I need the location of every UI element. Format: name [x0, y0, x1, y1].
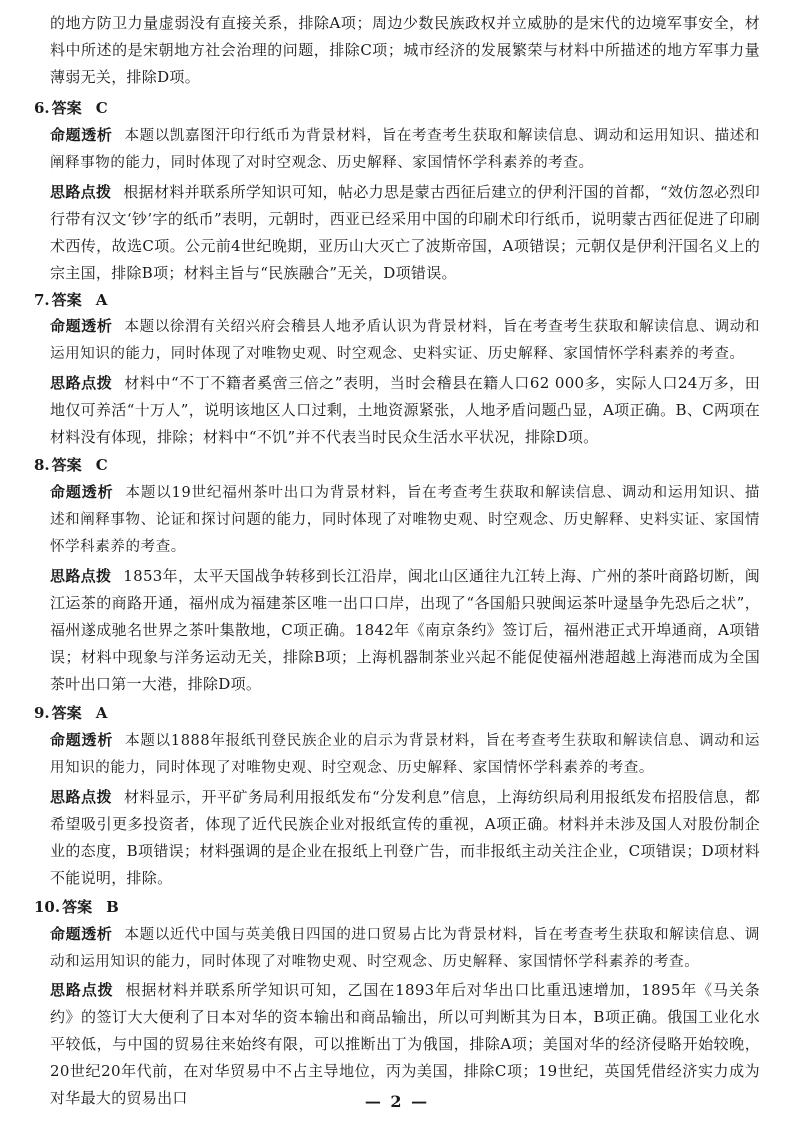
- q6-analysis-label: 命题透析: [50, 126, 113, 144]
- q9-analysis: [50, 727, 760, 782]
- q10-answer-line: [34, 896, 119, 918]
- q8-hint-label: 思路点拨: [50, 567, 112, 585]
- q7-answer-label: 答案: [51, 291, 82, 309]
- q7-analysis-label: 命题透析: [50, 317, 113, 335]
- q6-answer-letter: C: [95, 99, 108, 117]
- q8-hint-text: 1853年，太平天国战争转移到长江沿岸，闽北山区通往九江转上海、广州的茶叶商路切断，闽江运茶的商路开通，福州成为福建茶区唯一出口口岸，出现了“各国船只驶闽运茶叶逯垦争先恐后之状”，福州遂成驰名世界之茶叶集散地，C项正确。1842年《南京条约》签订后，福州港正式开埠通商，A项错误；材料中现象与洋务运动无关，排除B项；上海机器制茶业兴起不能促使福州港超越上海港而成为全国茶叶出口第一大港，排除D项。: [50, 567, 761, 693]
- q10-number: 10.: [34, 898, 61, 916]
- q7-hint-label: 思路点拨: [50, 374, 113, 392]
- q6-hint: [50, 179, 760, 287]
- q7-hint-text: 材料中“不丁不籍者奚啻三倍之”表明，当时会稽县在籍人口62 000多，实际人口24万多，田地仅可养活“十万人”，说明该地区人口过剩，土地资源紧张，人地矛盾问题凸显，A项正确。B、C两项在材料没有体现，排除；材料中“不饥”并不代表当时民众生活水平状况，排除D项。: [50, 374, 760, 446]
- q7-hint: [50, 370, 760, 451]
- q8-number: 8.: [34, 456, 50, 474]
- q6-hint-text: 根据材料并联系所学知识可知，帖必力思是蒙古西征后建立的伊利汗国的首都，“效仿忽必烈印行带有汉文‘钞’字的纸币”表明，元朝时，西亚已经采用中国的印刷术印行纸币，说明蒙古西征促进了印刷术西传，故选C项。公元前4世纪晚期，亚历山大灭亡了波斯帝国，A项错误；元朝仅是伊利汗国名义上的宗主国，排除B项；材料主旨与“民族融合”无关，D项错误。: [50, 183, 760, 282]
- q9-analysis-label: 命题透析: [50, 731, 114, 749]
- q6-hint-label: 思路点拨: [50, 183, 112, 201]
- q8-answer-letter: C: [95, 456, 108, 474]
- q10-analysis: [50, 921, 760, 976]
- q6-answer-line: [34, 97, 108, 119]
- q9-answer-label: 答案: [51, 704, 82, 722]
- q8-analysis-text: 本题以19世纪福州茶叶出口为背景材料，旨在考查考生获取和解读信息、调动和运用知识、描述和阐释事物、论证和探讨问题的能力，同时体现了对唯物史观、时空观念、历史解释、史料实证、家国情怀学科素养的考查。: [50, 485, 760, 555]
- q8-analysis-label: 命题透析: [50, 483, 114, 501]
- q10-analysis-label: 命题透析: [50, 925, 113, 943]
- q7-answer-line: [34, 289, 107, 311]
- q8-answer-line: [34, 454, 108, 476]
- q8-analysis: [50, 479, 760, 561]
- q10-analysis-text: 本题以近代中国与英美俄日四国的进口贸易占比为背景材料，旨在考查考生获取和解读信息、调动和运用知识的能力，同时体现了对唯物史观、时空观念、历史解释、家国情怀学科素养的考查。: [50, 927, 760, 970]
- q10-answer-letter: B: [106, 898, 119, 916]
- q10-hint-label: 思路点拨: [50, 981, 114, 999]
- q6-analysis: [50, 122, 760, 177]
- q8-answer-label: 答案: [51, 456, 82, 474]
- q9-hint-text: 材料显示，开平矿务局利用报纸发布“分发利息”信息，上海纺织局利用报纸发布招股信息，都希望吸引更多投资者，体现了近代民族企业对报纸宣传的重视，A项正确。材料并未涉及国人对股份制企业的态度，B项错误；材料强调的是企业在报纸上刊登广告，而非报纸主动关注企业，C项错误；D项材料不能说明，排除。: [50, 788, 760, 887]
- q9-answer-line: [34, 702, 107, 724]
- q7-answer-letter: A: [95, 291, 108, 309]
- intro-paragraph: 的地方防卫力量虚弱没有直接关系，排除A项；周边少数民族政权并立威胁的是宋代的边境军事安全，材料中所述的是宋朝地方社会治理的问题，排除C项；城市经济的发展繁荣与材料中所描述的地方军事力量薄弱无关，排除D项。: [50, 14, 760, 86]
- q9-hint: [50, 784, 760, 892]
- q8-hint: [50, 563, 760, 698]
- page-number: — 2 —: [364, 1092, 430, 1111]
- q10-answer-label: 答案: [62, 898, 93, 916]
- q6-number: 6.: [34, 99, 50, 117]
- q6-analysis-text: 本题以凯嘉图汗印行纸币为背景材料，旨在考查考生获取和解读信息、调动和运用知识、描述和阐释事物的能力，同时体现了对时空观念、历史解释、家国情怀学科素养的考查。: [50, 128, 760, 171]
- q7-number: 7.: [34, 291, 50, 309]
- q7-analysis-text: 本题以徐渭有关绍兴府会稽县人地矛盾认识为背景材料，旨在考查考生获取和解读信息、调动和运用知识的能力，同时体现了对唯物史观、时空观念、史料实证、历史解释、家国情怀学科素养的考查。: [50, 319, 760, 362]
- q9-hint-label: 思路点拨: [50, 788, 112, 806]
- q7-analysis: [50, 313, 760, 368]
- q6-answer-label: 答案: [51, 99, 82, 117]
- q10-hint-text: 根据材料并联系所学知识可知，乙国在1893年后对华出口比重迅速增加，1895年《马关条约》的签订大大便利了日本对华的资本输出和商品输出，所以可判断其为日本，B项正确。俄国工业化水平较低，与中国的贸易往来始终有限，可以推断出丁为俄国，排除A项；美国对华的经济侵略开始较晚，20世纪20年代前，在对华贸易中不占主导地位，丙为美国，排除C项；19世纪，英国凭借经济实力成为对华最大的贸易出口: [50, 981, 760, 1107]
- q9-answer-letter: A: [95, 704, 108, 722]
- q9-number: 9.: [34, 704, 50, 722]
- q9-analysis-text: 本题以1888年报纸刊登民族企业的启示为背景材料，旨在考查考生获取和解读信息、调动和运用知识的能力，同时体现了对唯物史观、时空观念、历史解释、家国情怀学科素养的考查。: [50, 733, 760, 776]
